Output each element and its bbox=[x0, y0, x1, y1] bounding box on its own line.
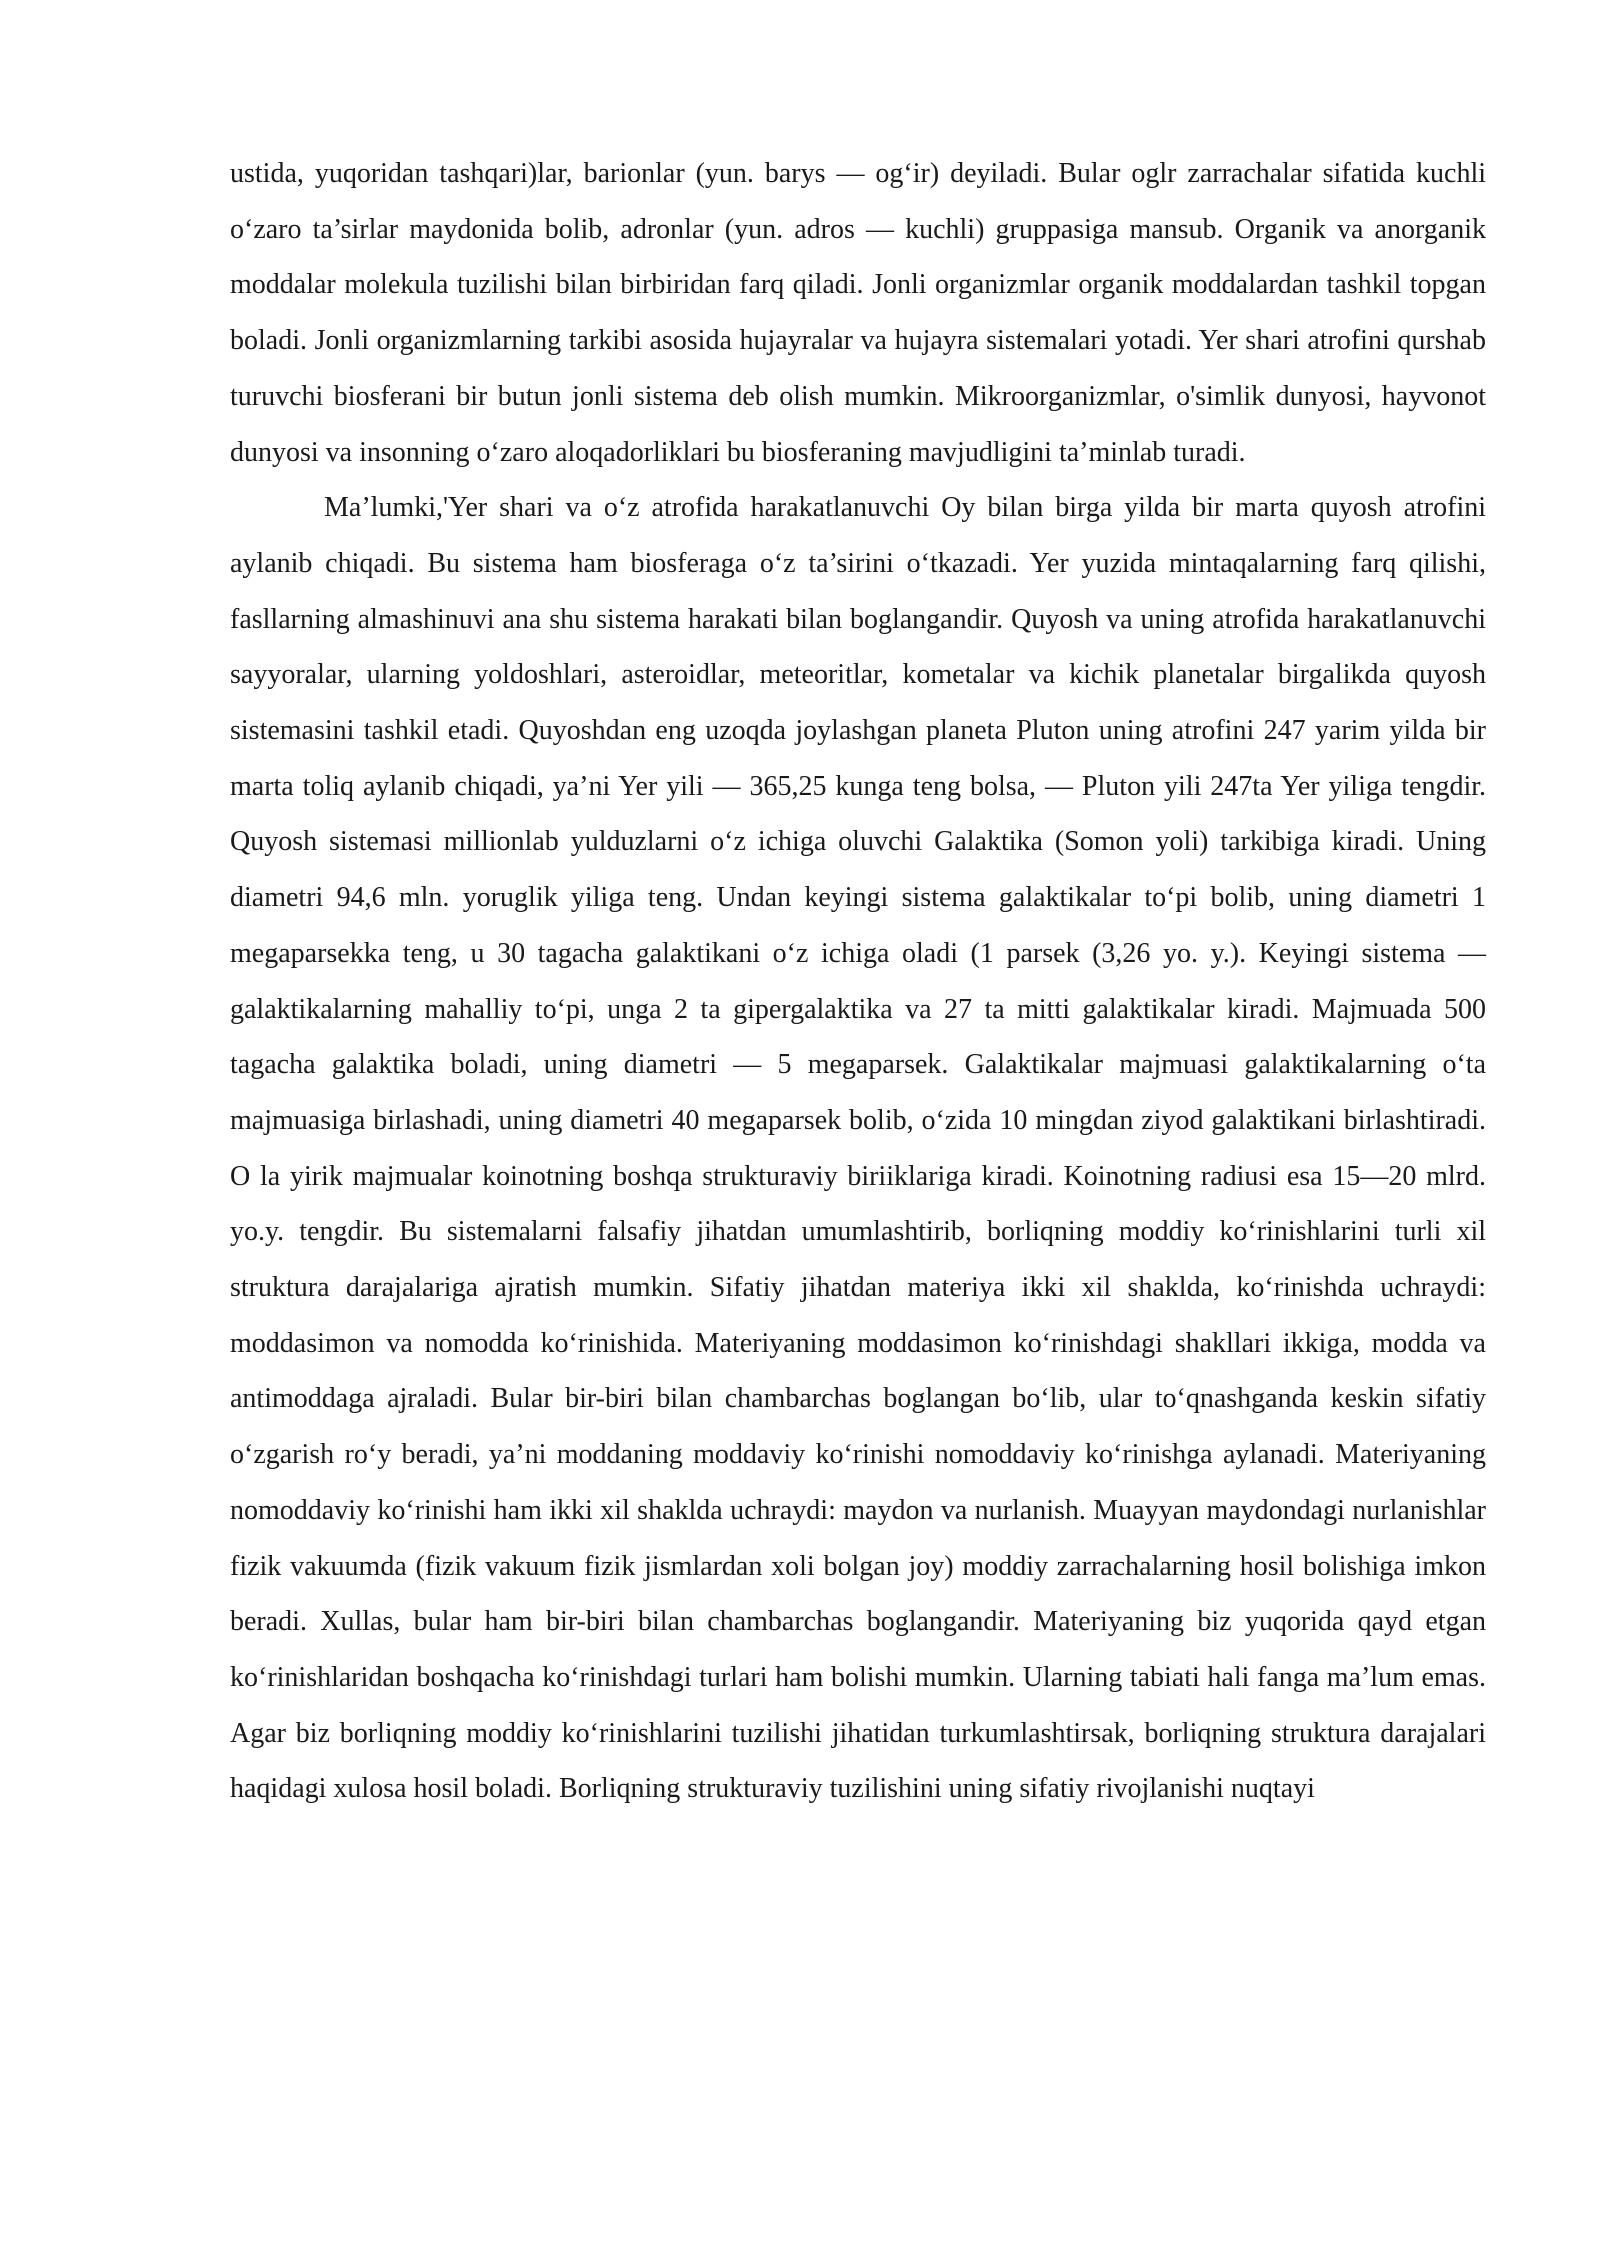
body-text bbox=[230, 146, 1486, 1817]
paragraph-continuation: ustida, yuqoridan tashqari)lar, barionlar (yun. barys — og‘ir) deyiladi. Bular oglr zarrachalar sifatida kuchli o‘zaro ta’sirlar maydonida bolib, adronlar (yun. adros — kuchli) gruppasiga mansub. Organik va anorganik moddalar molekula tuzilishi bilan birbiridan farq qiladi. Jonli organizmlar organik moddalardan tashkil topgan boladi. Jonli organizmlarning tarkibi asosida hujayralar va hujayra sistemalari yotadi. Yer shari atrofini qurshab turuvchi biosferani bir butun jonli sistema deb olish mumkin. Mikroorganizmlar, o'simlik dunyosi, hayvonot dunyosi va insonning o‘zaro aloqadorliklari bu biosferaning mavjudligini ta’minlab turadi. bbox=[230, 158, 1486, 468]
paragraph-solar-system: Ma’lumki,'Yer shari va o‘z atrofida harakatlanuvchi Oy bilan birga yilda bir marta quyosh atrofini aylanib chiqadi. Bu sistema ham biosferaga o‘z ta’sirini o‘tkazadi. Yer yuzida mintaqalarning farq qilishi, fasllarning almashinuvi ana shu sistema harakati bilan boglangandir. Quyosh va uning atrofida harakatlanuvchi sayyoralar, ularning yoldoshlari, asteroidlar, meteoritlar, kometalar va kichik planetalar birgalikda quyosh sistemasini tashkil etadi. Quyoshdan eng uzoqda joylashgan planeta Pluton uning atrofini 247 yarim yilda bir marta toliq aylanib chiqadi, ya’ni Yer yili — 365,25 kunga teng bolsa, — Pluton yili 247ta Yer yiliga tengdir. Quyosh sistemasi millionlab yulduzlarni o‘z ichiga oluvchi Galaktika (Somon yoli) tarkibiga kiradi. Uning diametri 94,6 mln. yoruglik yiliga teng. Undan keyingi sistema galaktikalar to‘pi bolib, uning diametri 1 megaparsekka teng, u 30 tagacha galaktikani o‘z ichiga oladi (1 parsek (3,26 yo. y.). Keyingi sistema — galaktikalarning mahalliy to‘pi, unga 2 ta gipergalaktika va 27 ta mitti galaktikalar kiradi. Majmuada 500 tagacha galaktika boladi, uning diametri — 5 megaparsek. Galaktikalar majmuasi galaktikalarning o‘ta majmuasiga birlashadi, uning diametri 40 megaparsek bolib, o‘zida 10 mingdan ziyod galaktikani birlashtiradi. O la yirik majmualar koinotning boshqa strukturaviy biriiklariga kiradi. Koinotning radiusi esa 15—20 mlrd. yo.y. tengdir. Bu sistemalarni falsafiy jihatdan umumlashtirib, borliqning moddiy ko‘rinishlarini turli xil struktura darajalariga ajratish mumkin. Sifatiy jihatdan materiya ikki xil shaklda, ko‘rinishda uchraydi: moddasimon va nomodda ko‘rinishida. Materiyaning moddasimon ko‘rinishdagi shakllari ikkiga, modda va antimoddaga ajraladi. Bular bir-biri bilan chambarchas boglangan bo‘lib, ular to‘qnashganda keskin sifatiy o‘zgarish ro‘y beradi, ya’ni moddaning moddaviy ko‘rinishi nomoddaviy ko‘rinishga aylanadi. Materiyaning nomoddaviy ko‘rinishi ham ikki xil shaklda uchraydi: maydon va nurlanish. Muayyan maydondagi nurlanishlar fizik vakuumda (fizik vakuum fizik jismlardan xoli bolgan joy) moddiy zarrachalarning hosil bolishiga imkon beradi. Xullas, bular ham bir-biri bilan chambarchas boglangandir. Materiyaning biz yuqorida qayd etgan ko‘rinishlaridan boshqacha ko‘rinishdagi turlari ham bolishi mumkin. Ularning tabiati hali fanga ma’lum emas. Agar biz borliqning moddiy ko‘rinishlarini tuzilishi jihatidan turkumlashtirsak, borliqning struktura darajalari haqidagi xulosa hosil boladi. Borliqning strukturaviy tuzilishini uning sifatiy rivojlanishi nuqtayi bbox=[230, 492, 1486, 1805]
